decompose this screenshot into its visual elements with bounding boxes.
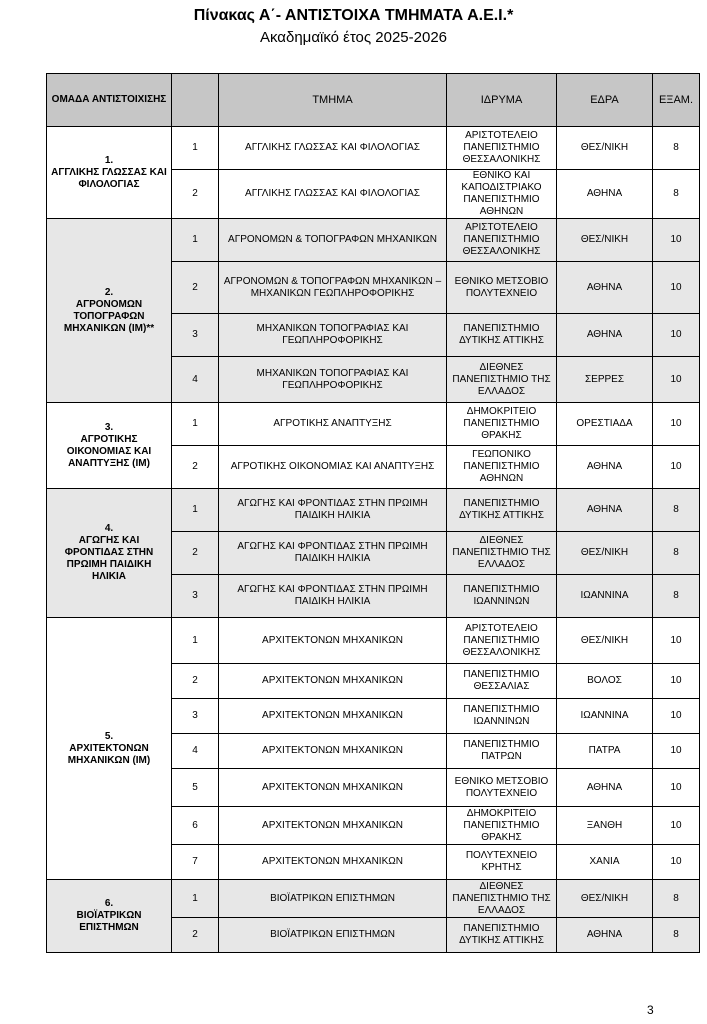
header-inst: ΙΔΡΥΜΑ — [447, 74, 557, 127]
seat-cell: ΠΑΤΡΑ — [557, 734, 653, 769]
row-number-cell: 2 — [172, 918, 219, 953]
group-cell: 6. ΒΙΟΪΑΤΡΙΚΩΝ ΕΠΙΣΤΗΜΩΝ — [47, 880, 172, 953]
semester-cell: 8 — [653, 532, 700, 575]
dept-cell: ΒΙΟΪΑΤΡΙΚΩΝ ΕΠΙΣΤΗΜΩΝ — [219, 918, 447, 953]
group-cell: 1. ΑΓΓΛΙΚΗΣ ΓΛΩΣΣΑΣ ΚΑΙ ΦΙΛΟΛΟΓΙΑΣ — [47, 127, 172, 219]
dept-cell: ΑΡΧΙΤΕΚΤΟΝΩΝ ΜΗΧΑΝΙΚΩΝ — [219, 734, 447, 769]
header-group: ΟΜΑΔΑ ΑΝΤΙΣΤΟΙΧΙΣΗΣ — [47, 74, 172, 127]
row-number-cell: 2 — [172, 664, 219, 699]
semester-cell: 10 — [653, 664, 700, 699]
semester-cell: 10 — [653, 262, 700, 314]
dept-cell: ΑΡΧΙΤΕΚΤΟΝΩΝ ΜΗΧΑΝΙΚΩΝ — [219, 845, 447, 880]
dept-cell: ΑΡΧΙΤΕΚΤΟΝΩΝ ΜΗΧΑΝΙΚΩΝ — [219, 618, 447, 664]
row-number-cell: 4 — [172, 357, 219, 403]
seat-cell: ΑΘΗΝΑ — [557, 262, 653, 314]
inst-cell: ΑΡΙΣΤΟΤΕΛΕΙΟ ΠΑΝΕΠΙΣΤΗΜΙΟ ΘΕΣΣΑΛΟΝΙΚΗΣ — [447, 618, 557, 664]
inst-cell: ΠΑΝΕΠΙΣΤΗΜΙΟ ΔΥΤΙΚΗΣ ΑΤΤΙΚΗΣ — [447, 489, 557, 532]
dept-cell: ΑΓΓΛΙΚΗΣ ΓΛΩΣΣΑΣ ΚΑΙ ΦΙΛΟΛΟΓΙΑΣ — [219, 127, 447, 170]
dept-cell: ΑΓΩΓΗΣ ΚΑΙ ΦΡΟΝΤΙΔΑΣ ΣΤΗΝ ΠΡΩΙΜΗ ΠΑΙΔΙΚΗ ΗΛΙΚΙΑ — [219, 532, 447, 575]
table-row — [47, 880, 700, 918]
seat-cell: ΘΕΣ/ΝΙΚΗ — [557, 127, 653, 170]
seat-cell: ΟΡΕΣΤΙΑΔΑ — [557, 403, 653, 446]
seat-cell: ΑΘΗΝΑ — [557, 769, 653, 807]
inst-cell: ΠΑΝΕΠΙΣΤΗΜΙΟ ΙΩΑΝΝΙΝΩΝ — [447, 575, 557, 618]
dept-cell: ΑΓΓΛΙΚΗΣ ΓΛΩΣΣΑΣ ΚΑΙ ΦΙΛΟΛΟΓΙΑΣ — [219, 170, 447, 219]
group-cell: 5. ΑΡΧΙΤΕΚΤΟΝΩΝ ΜΗΧΑΝΙΚΩΝ (ΙΜ) — [47, 618, 172, 880]
semester-cell: 8 — [653, 489, 700, 532]
semester-cell: 10 — [653, 734, 700, 769]
dept-cell: ΑΓΡΟΝΟΜΩΝ & ΤΟΠΟΓΡΑΦΩΝ ΜΗΧΑΝΙΚΩΝ — [219, 219, 447, 262]
inst-cell: ΕΘΝΙΚΟ ΜΕΤΣΟΒΙΟ ΠΟΛΥΤΕΧΝΕΙΟ — [447, 769, 557, 807]
inst-cell: ΑΡΙΣΤΟΤΕΛΕΙΟ ΠΑΝΕΠΙΣΤΗΜΙΟ ΘΕΣΣΑΛΟΝΙΚΗΣ — [447, 219, 557, 262]
group-cell: 4. ΑΓΩΓΗΣ ΚΑΙ ΦΡΟΝΤΙΔΑΣ ΣΤΗΝ ΠΡΩΙΜΗ ΠΑΙΔΙΚΗ ΗΛΙΚΙΑ — [47, 489, 172, 618]
dept-cell: ΑΡΧΙΤΕΚΤΟΝΩΝ ΜΗΧΑΝΙΚΩΝ — [219, 699, 447, 734]
dept-cell: ΑΓΡΟΝΟΜΩΝ & ΤΟΠΟΓΡΑΦΩΝ ΜΗΧΑΝΙΚΩΝ – ΜΗΧΑΝΙΚΩΝ ΓΕΩΠΛΗΡΟΦΟΡΙΚΗΣ — [219, 262, 447, 314]
row-number-cell: 7 — [172, 845, 219, 880]
semester-cell: 8 — [653, 880, 700, 918]
row-number-cell: 2 — [172, 170, 219, 219]
seat-cell: ΘΕΣ/ΝΙΚΗ — [557, 880, 653, 918]
inst-cell: ΕΘΝΙΚΟ ΜΕΤΣΟΒΙΟ ΠΟΛΥΤΕΧΝΕΙΟ — [447, 262, 557, 314]
inst-cell: ΠΟΛΥΤΕΧΝΕΙΟ ΚΡΗΤΗΣ — [447, 845, 557, 880]
row-number-cell: 3 — [172, 699, 219, 734]
semester-cell: 10 — [653, 446, 700, 489]
dept-cell: ΜΗΧΑΝΙΚΩΝ ΤΟΠΟΓΡΑΦΙΑΣ ΚΑΙ ΓΕΩΠΛΗΡΟΦΟΡΙΚΗΣ — [219, 357, 447, 403]
dept-cell: ΑΓΩΓΗΣ ΚΑΙ ΦΡΟΝΤΙΔΑΣ ΣΤΗΝ ΠΡΩΙΜΗ ΠΑΙΔΙΚΗ ΗΛΙΚΙΑ — [219, 489, 447, 532]
dept-cell: ΜΗΧΑΝΙΚΩΝ ΤΟΠΟΓΡΑΦΙΑΣ ΚΑΙ ΓΕΩΠΛΗΡΟΦΟΡΙΚΗΣ — [219, 314, 447, 357]
group-cell: 3. ΑΓΡΟΤΙΚΗΣ ΟΙΚΟΝΟΜΙΑΣ ΚΑΙ ΑΝΑΠΤΥΞΗΣ (ΙΜ) — [47, 403, 172, 489]
row-number-cell: 1 — [172, 489, 219, 532]
table-body — [47, 127, 700, 953]
departments-table — [46, 73, 700, 953]
table-row — [47, 489, 700, 532]
inst-cell: ΔΙΕΘΝΕΣ ΠΑΝΕΠΙΣΤΗΜΙΟ ΤΗΣ ΕΛΛΑΔΟΣ — [447, 880, 557, 918]
semester-cell: 10 — [653, 769, 700, 807]
row-number-cell: 1 — [172, 880, 219, 918]
inst-cell: ΔΗΜΟΚΡΙΤΕΙΟ ΠΑΝΕΠΙΣΤΗΜΙΟ ΘΡΑΚΗΣ — [447, 807, 557, 845]
row-number-cell: 6 — [172, 807, 219, 845]
seat-cell: ΘΕΣ/ΝΙΚΗ — [557, 532, 653, 575]
inst-cell: ΠΑΝΕΠΙΣΤΗΜΙΟ ΔΥΤΙΚΗΣ ΑΤΤΙΚΗΣ — [447, 314, 557, 357]
seat-cell: ΑΘΗΝΑ — [557, 918, 653, 953]
header-dept: ΤΜΗΜΑ — [219, 74, 447, 127]
inst-cell: ΠΑΝΕΠΙΣΤΗΜΙΟ ΠΑΤΡΩΝ — [447, 734, 557, 769]
seat-cell: ΣΕΡΡΕΣ — [557, 357, 653, 403]
page-subtitle: Ακαδημαϊκό έτος 2025-2026 — [259, 29, 448, 46]
row-number-cell: 4 — [172, 734, 219, 769]
semester-cell: 10 — [653, 314, 700, 357]
dept-cell: ΒΙΟΪΑΤΡΙΚΩΝ ΕΠΙΣΤΗΜΩΝ — [219, 880, 447, 918]
page-title: Πίνακας Α΄- ΑΝΤΙΣΤΟΙΧΑ ΤΜΗΜΑΤΑ Α.Ε.Ι.* — [193, 7, 514, 24]
dept-cell: ΑΓΡΟΤΙΚΗΣ ΟΙΚΟΝΟΜΙΑΣ ΚΑΙ ΑΝΑΠΤΥΞΗΣ — [219, 446, 447, 489]
row-number-cell: 5 — [172, 769, 219, 807]
seat-cell: ΞΑΝΘΗ — [557, 807, 653, 845]
inst-cell: ΔΙΕΘΝΕΣ ΠΑΝΕΠΙΣΤΗΜΙΟ ΤΗΣ ΕΛΛΑΔΟΣ — [447, 532, 557, 575]
row-number-cell: 3 — [172, 575, 219, 618]
row-number-cell: 1 — [172, 219, 219, 262]
semester-cell: 8 — [653, 575, 700, 618]
table-row — [47, 127, 700, 170]
group-cell: 2. ΑΓΡΟΝΟΜΩΝ ΤΟΠΟΓΡΑΦΩΝ ΜΗΧΑΝΙΚΩΝ (ΙΜ)** — [47, 219, 172, 403]
dept-cell: ΑΡΧΙΤΕΚΤΟΝΩΝ ΜΗΧΑΝΙΚΩΝ — [219, 664, 447, 699]
semester-cell: 10 — [653, 219, 700, 262]
semester-cell: 10 — [653, 403, 700, 446]
semester-cell: 10 — [653, 845, 700, 880]
seat-cell: ΒΟΛΟΣ — [557, 664, 653, 699]
header-sem: ΕΞΑΜ. — [653, 74, 700, 127]
row-number-cell: 1 — [172, 403, 219, 446]
seat-cell: ΙΩΑΝΝΙΝΑ — [557, 699, 653, 734]
table-row — [47, 219, 700, 262]
seat-cell: ΙΩΑΝΝΙΝΑ — [557, 575, 653, 618]
table-header-row — [47, 74, 700, 127]
semester-cell: 8 — [653, 127, 700, 170]
semester-cell: 10 — [653, 699, 700, 734]
page-number: 3 — [647, 1003, 654, 1017]
seat-cell: ΑΘΗΝΑ — [557, 489, 653, 532]
header-num — [172, 74, 219, 127]
inst-cell: ΠΑΝΕΠΙΣΤΗΜΙΟ ΘΕΣΣΑΛΙΑΣ — [447, 664, 557, 699]
semester-cell: 10 — [653, 357, 700, 403]
row-number-cell: 2 — [172, 446, 219, 489]
inst-cell: ΔΙΕΘΝΕΣ ΠΑΝΕΠΙΣΤΗΜΙΟ ΤΗΣ ΕΛΛΑΔΟΣ — [447, 357, 557, 403]
semester-cell: 8 — [653, 918, 700, 953]
dept-cell: ΑΡΧΙΤΕΚΤΟΝΩΝ ΜΗΧΑΝΙΚΩΝ — [219, 807, 447, 845]
dept-cell: ΑΡΧΙΤΕΚΤΟΝΩΝ ΜΗΧΑΝΙΚΩΝ — [219, 769, 447, 807]
row-number-cell: 2 — [172, 262, 219, 314]
inst-cell: ΔΗΜΟΚΡΙΤΕΙΟ ΠΑΝΕΠΙΣΤΗΜΙΟ ΘΡΑΚΗΣ — [447, 403, 557, 446]
semester-cell: 10 — [653, 618, 700, 664]
row-number-cell: 1 — [172, 618, 219, 664]
seat-cell: ΑΘΗΝΑ — [557, 314, 653, 357]
inst-cell: ΠΑΝΕΠΙΣΤΗΜΙΟ ΔΥΤΙΚΗΣ ΑΤΤΙΚΗΣ — [447, 918, 557, 953]
seat-cell: ΧΑΝΙΑ — [557, 845, 653, 880]
seat-cell: ΑΘΗΝΑ — [557, 170, 653, 219]
inst-cell: ΑΡΙΣΤΟΤΕΛΕΙΟ ΠΑΝΕΠΙΣΤΗΜΙΟ ΘΕΣΣΑΛΟΝΙΚΗΣ — [447, 127, 557, 170]
inst-cell: ΠΑΝΕΠΙΣΤΗΜΙΟ ΙΩΑΝΝΙΝΩΝ — [447, 699, 557, 734]
row-number-cell: 2 — [172, 532, 219, 575]
seat-cell: ΘΕΣ/ΝΙΚΗ — [557, 618, 653, 664]
dept-cell: ΑΓΡΟΤΙΚΗΣ ΑΝΑΠΤΥΞΗΣ — [219, 403, 447, 446]
seat-cell: ΑΘΗΝΑ — [557, 446, 653, 489]
inst-cell: ΕΘΝΙΚΟ ΚΑΙ ΚΑΠΟΔΙΣΤΡΙΑΚΟ ΠΑΝΕΠΙΣΤΗΜΙΟ ΑΘΗΝΩΝ — [447, 170, 557, 219]
table-row — [47, 618, 700, 664]
table-row — [47, 403, 700, 446]
semester-cell: 8 — [653, 170, 700, 219]
header-seat: ΕΔΡΑ — [557, 74, 653, 127]
row-number-cell: 1 — [172, 127, 219, 170]
row-number-cell: 3 — [172, 314, 219, 357]
seat-cell: ΘΕΣ/ΝΙΚΗ — [557, 219, 653, 262]
inst-cell: ΓΕΩΠΟΝΙΚΟ ΠΑΝΕΠΙΣΤΗΜΙΟ ΑΘΗΝΩΝ — [447, 446, 557, 489]
dept-cell: ΑΓΩΓΗΣ ΚΑΙ ΦΡΟΝΤΙΔΑΣ ΣΤΗΝ ΠΡΩΙΜΗ ΠΑΙΔΙΚΗ ΗΛΙΚΙΑ — [219, 575, 447, 618]
semester-cell: 10 — [653, 807, 700, 845]
